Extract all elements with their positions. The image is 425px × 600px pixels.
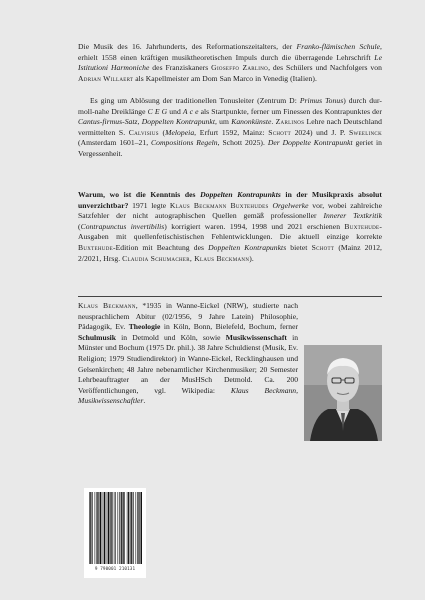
text-run: Doppelten Kontrapunkts (200, 190, 281, 199)
text-run: -Ausgaben mit quellenfetischistischen Fehlentwicklungen. Die aktuell einzige korrekte (78, 221, 382, 242)
text-run: A c e (182, 106, 199, 116)
barcode-bar (139, 492, 140, 564)
text-run: als Startpunkte, ferner um Finessen des Kontrapunktes der (198, 106, 383, 116)
barcode-bar (128, 492, 129, 564)
paragraph-buxtehude (78, 190, 382, 264)
author-portrait (304, 345, 382, 441)
text-run: Musikwissenschaft (225, 332, 287, 342)
text-run: vor, wobei zahlreiche Satzfehler der nicht autographischen Quellen gemäß professioneller (78, 200, 382, 221)
text-run: C E G (147, 106, 168, 116)
text-run: ( (158, 127, 166, 137)
text-run: ) durch dur-moll-nahe Dreiklänge (78, 96, 383, 116)
text-run: in Münster und Bochum (1975 Dr. phil.). 38 Jahre Schuldienst (Musik, Ev. Religion; 1979 Studiendirektor) in Wanne-Eickel, Recklinghausen und Gelsenkirchen; 48 Jahre nebenamtlicher Kirchenmusiker; 20 Semester Lehrbeauftragter an der MusHSch Detmold. Ca. 200 Veröffentlichungen, vgl. Wikipedia: (78, 332, 298, 395)
barcode-bar (121, 492, 122, 564)
barcode-bar (110, 492, 111, 564)
text-run: in Köln, Bonn, Bielefeld, Bochum, ferner (160, 322, 298, 332)
text-run: . (271, 117, 276, 127)
barcode-bar (103, 492, 104, 564)
text-run: Klaus Beckmann (78, 301, 136, 310)
text-run: Lehre nach Deutschland vermittelten S. (78, 117, 382, 137)
barcode-bar (104, 492, 105, 564)
barcode-bar (100, 492, 102, 564)
paragraph-text (78, 42, 382, 84)
text-run: , Schott 2025). (217, 138, 268, 148)
text-run: Schulmusik (78, 332, 116, 342)
text-run: Es ging um Ablösung der traditionellen Tonusleiter (Zentrum D: (90, 96, 300, 105)
text-run: Theologie (128, 322, 161, 332)
text-run: Klaus Beckmann (169, 200, 227, 210)
text-run: (Mainz 2012, 2/2021, Hrsg. (78, 242, 382, 263)
barcode-bar (114, 492, 115, 564)
text-run: Schott (311, 242, 335, 252)
barcode-bar (124, 492, 125, 564)
text-run: Claudia Schumacher, Klaus Beckmann (122, 253, 250, 263)
text-run: , *1935 in Wanne-Eickel (NRW), studierte nach neusprachlichem Abitur (02/1956, 9 Jahre Latein) Philosophie, Pädagogik, Ev. (78, 301, 298, 332)
text-run: Contrapunctus invertibilis (80, 221, 165, 231)
text-run: Franko-flämischen Schule (296, 42, 381, 51)
barcode-bar (127, 492, 128, 564)
text-run: als Kapellmeister am Dom San Marco in Venedig (Italien). (133, 73, 317, 83)
barcode-bar (136, 492, 137, 564)
barcode-bar (131, 492, 132, 564)
text-run: Buxtehude (78, 242, 113, 252)
barcode-bar (111, 492, 112, 564)
barcode-number: 9 790001 210131 (94, 567, 136, 572)
section-divider (78, 296, 382, 297)
barcode-bar (130, 492, 131, 564)
barcode-bar (106, 492, 107, 564)
barcode-bar (108, 492, 110, 564)
barcode-bar (118, 492, 119, 564)
barcode-bar (133, 492, 134, 564)
barcode-bar (140, 492, 142, 564)
text-run: -Edition mit Beachtung des (112, 242, 209, 252)
text-run: Warum, wo ist die Kenntnis des (78, 190, 201, 199)
portrait-image (304, 345, 382, 441)
text-run: , Erfurt 1592, Mainz: (194, 127, 269, 137)
text-run: Sweelinck (348, 127, 382, 137)
text-run: Gioseffo Zarlino (211, 63, 269, 73)
text-run: bietet (286, 242, 312, 252)
barcode-bar (137, 492, 138, 564)
text-run: , um (214, 117, 232, 127)
text-run: Compositions Regeln (151, 138, 218, 148)
text-run: ). (249, 253, 254, 263)
text-run: , erhielt 1558 einen kräftigen musiktheoretischen Impuls durch die überragende Lehrschrift (78, 42, 382, 62)
author-bio (78, 301, 382, 443)
text-run: Zarlinos (275, 117, 305, 127)
text-run: 2024) und J. P. (290, 127, 349, 137)
barcode-bar (115, 492, 116, 564)
text-run: (Amsterdam 1601–21, (78, 138, 152, 148)
text-run: Cantus-firmus-Satz, Doppelten Kontrapunkt (78, 117, 215, 127)
barcode-bars (88, 492, 142, 566)
text-run: Schott (268, 127, 291, 137)
barcode-bar (119, 492, 120, 564)
text-run: 1971 legte (128, 200, 170, 210)
text-run: Calvisius (128, 127, 159, 137)
text-run: Buxtehudes (226, 200, 273, 210)
paragraph-tonus (78, 96, 382, 160)
text-run: Kanonkünste (231, 117, 272, 127)
text-run: Primus Tonus (299, 96, 344, 105)
text-run: in der Musikpraxis absolut unverzichtbar? (78, 190, 383, 210)
barcode-bar (95, 492, 96, 564)
text-run: Innerer Textkritik (323, 211, 382, 221)
barcode-bar (122, 492, 123, 564)
text-run: . (143, 396, 146, 406)
text-run: in Detmold und Köln, sowie (116, 332, 226, 342)
text-run: geriet in Vergessenheit. (78, 138, 382, 158)
text-run: ) korrigiert waren. 1994, 1998 und 2021 erschienen (164, 221, 345, 231)
paragraph-text (78, 190, 382, 264)
text-run: Adrian Willaert (78, 73, 134, 83)
text-run: Klaus Beckmann, Musikwissenschaftler (78, 385, 298, 406)
text-run: Melopeia (165, 127, 195, 137)
text-run: Der Doppelte Kontrapunkt (267, 138, 353, 148)
barcode (84, 488, 146, 578)
text-run: , des Schülers und Nachfolgers von (268, 63, 382, 73)
text-run: ( (78, 221, 81, 231)
text-run: Die Musik des 16. Jahrhunderts, des Reformationszeitalters, der (78, 42, 297, 51)
text-run: Buxtehude (344, 221, 380, 231)
paragraph-zarlino (78, 42, 382, 84)
barcode-bar (90, 492, 91, 564)
text-run: Orgelwerke (272, 200, 309, 210)
text-run: Le Istitutioni Harmoniche (78, 52, 382, 73)
barcode-bar (92, 492, 93, 564)
barcode-bar (96, 492, 97, 564)
barcode-bar (98, 492, 99, 564)
text-run: des Franziskaners (149, 63, 212, 73)
barcode-bar (89, 492, 90, 564)
text-run: Doppelten Kontrapunkts (208, 242, 287, 252)
paragraph-text (78, 96, 382, 160)
text-run: und (167, 106, 183, 116)
